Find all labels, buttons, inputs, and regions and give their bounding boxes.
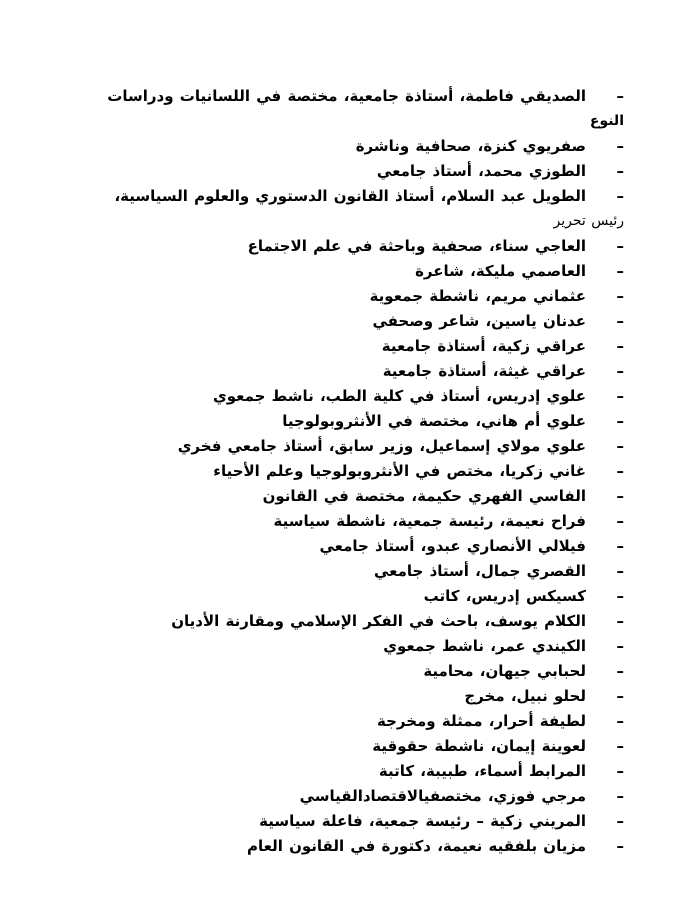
list-item-text [64, 584, 586, 609]
list-item-main-text: العاجي سناء، صحفية وباحثة في علم الاجتماع [247, 237, 586, 255]
list-item-main-text: الصديقي فاطمة، أستاذة جامعية، مختصة في اللسانيات ودراسات [107, 87, 586, 105]
list-item [64, 334, 624, 359]
list-bullet-dash: – [616, 687, 624, 705]
list-item [64, 734, 624, 759]
list-item-main-text: غاني زكريا، مختص في الأنثروبولوجيا وعلم الأحياء [213, 462, 586, 480]
list-item-main-text: لحبابي جيهان، محامية [423, 662, 586, 680]
list-item-text [64, 559, 586, 584]
list-item [64, 184, 624, 234]
list-bullet-dash: – [616, 637, 624, 655]
list-item-main-text: مرجي فوزي، مختصفيالاقتصادالقياسي [299, 787, 586, 805]
list-item-main-text: علوي مولاي إسماعيل، وزير سابق، أستاذ جامعي فخري [177, 437, 586, 455]
list-item-text [64, 809, 586, 834]
list-item-main-text: صفريوي كنزة، صحافية وناشرة [355, 137, 586, 155]
list-item [64, 434, 624, 459]
list-item [64, 309, 624, 334]
list-item-text [64, 159, 586, 184]
list-bullet-dash: – [616, 562, 624, 580]
list-item [64, 709, 624, 734]
list-item-main-text: كسيكس إدريس، كاتب [423, 587, 586, 605]
list-bullet-dash: – [616, 712, 624, 730]
list-item [64, 484, 624, 509]
list-item-text [64, 234, 586, 259]
list-item-text [64, 709, 586, 734]
list-bullet-dash: – [616, 587, 624, 605]
list-item-text [64, 509, 586, 534]
list-item [64, 784, 624, 809]
list-item-text [64, 334, 586, 359]
list-item [64, 834, 624, 859]
list-bullet-dash: – [616, 162, 624, 180]
list-item-text [64, 759, 586, 784]
list-item-main-text: الكلام يوسف، باحث في الفكر الإسلامي ومقارنة الأديان [171, 612, 586, 630]
list-bullet-dash: – [616, 187, 624, 205]
list-item-main-text: فيلالي الأنصاري عبدو، أستاذ جامعي [319, 537, 586, 555]
list-bullet-dash: – [616, 762, 624, 780]
list-item-main-text: عثماني مريم، ناشطة جمعوية [369, 287, 586, 305]
list-bullet-dash: – [616, 462, 624, 480]
list-bullet-dash: – [616, 437, 624, 455]
list-bullet-dash: – [616, 262, 624, 280]
list-item-text [64, 534, 586, 559]
list-item-text [64, 409, 586, 434]
list-item [64, 84, 624, 134]
list-item-main-text: عراقي زكية، أستاذة جامعية [381, 337, 586, 355]
list-item-continuation: النوع [589, 113, 624, 129]
list-bullet-dash: – [616, 737, 624, 755]
list-item-text [64, 134, 586, 159]
list-item [64, 284, 624, 309]
list-item-text [64, 184, 624, 234]
list-item [64, 359, 624, 384]
list-item-main-text: العاصمي مليكة، شاعرة [415, 262, 586, 280]
list-item [64, 534, 624, 559]
list-bullet-dash: – [616, 487, 624, 505]
list-bullet-dash: – [616, 537, 624, 555]
list-item [64, 259, 624, 284]
list-item-text [64, 659, 586, 684]
list-item-main-text: القصري جمال، أستاذ جامعي [373, 562, 586, 580]
list-item-main-text: المرابط أسماء، طبيبة، كاتبة [378, 762, 586, 780]
list-item-main-text: عراقي غيثة، أستاذة جامعية [382, 362, 586, 380]
list-bullet-dash: – [616, 512, 624, 530]
list-item-main-text: لطيفة أحرار، ممثلة ومخرجة [376, 712, 586, 730]
names-list [64, 84, 624, 859]
list-item [64, 509, 624, 534]
list-item-main-text: لحلو نبيل، مخرج [464, 687, 586, 705]
list-item-text [64, 609, 586, 634]
list-item-main-text: الطويل عبد السلام، أستاذ القانون الدستوري والعلوم السياسية، [114, 187, 586, 205]
list-item-main-text: مزيان بلفقيه نعيمة، دكتورة في القانون العام [246, 837, 586, 855]
list-item-main-text: الطوزي محمد، أستاذ جامعي [376, 162, 586, 180]
list-item [64, 634, 624, 659]
list-item [64, 809, 624, 834]
list-bullet-dash: – [616, 137, 624, 155]
list-item-main-text: عدنان ياسين، شاعر وصحفي [372, 312, 586, 330]
list-item-main-text: لعوينة إيمان، ناشطة حقوقية [372, 737, 586, 755]
list-bullet-dash: – [616, 612, 624, 630]
list-item-main-text: الفاسي الفهري حكيمة، مختصة في القانون [262, 487, 586, 505]
list-item [64, 609, 624, 634]
list-item-text [64, 284, 586, 309]
list-item-text [64, 459, 586, 484]
list-item [64, 459, 624, 484]
list-item [64, 759, 624, 784]
list-bullet-dash: – [616, 237, 624, 255]
list-item-main-text: علوي إدريس، أستاذ في كلية الطب، ناشط جمعوي [212, 387, 586, 405]
list-item-text [64, 684, 586, 709]
list-item [64, 684, 624, 709]
list-bullet-dash: – [616, 787, 624, 805]
list-bullet-dash: – [616, 287, 624, 305]
list-item-text [64, 84, 624, 134]
list-bullet-dash: – [616, 662, 624, 680]
list-bullet-dash: – [616, 337, 624, 355]
list-item-text [64, 259, 586, 284]
list-item-main-text: علوي أم هاني، مختصة في الأنثروبولوجيا [282, 412, 586, 430]
list-bullet-dash: – [616, 812, 624, 830]
list-item [64, 559, 624, 584]
list-item-text [64, 384, 586, 409]
list-bullet-dash: – [616, 412, 624, 430]
list-bullet-dash: – [616, 387, 624, 405]
list-item-text [64, 634, 586, 659]
list-item-text [64, 484, 586, 509]
list-bullet-dash: – [616, 837, 624, 855]
list-item-text [64, 434, 586, 459]
list-bullet-dash: – [616, 312, 624, 330]
list-item-main-text: المريني زكية – رئيسة جمعية، فاعلة سياسية [259, 812, 586, 830]
list-item-text [64, 734, 586, 759]
list-item [64, 384, 624, 409]
list-item [64, 234, 624, 259]
list-item [64, 159, 624, 184]
list-bullet-dash: – [616, 362, 624, 380]
list-item [64, 584, 624, 609]
list-item-text [64, 309, 586, 334]
list-item-main-text: فراح نعيمة، رئيسة جمعية، ناشطة سياسية [273, 512, 586, 530]
list-item-continuation: رئيس تحرير [553, 213, 624, 229]
list-item-text [64, 359, 586, 384]
list-bullet-dash: – [616, 87, 624, 105]
list-item-text [64, 784, 586, 809]
list-item-text [64, 834, 586, 859]
list-item [64, 659, 624, 684]
list-item [64, 409, 624, 434]
list-item [64, 134, 624, 159]
list-item-main-text: الكيندي عمر، ناشط جمعوي [383, 637, 586, 655]
